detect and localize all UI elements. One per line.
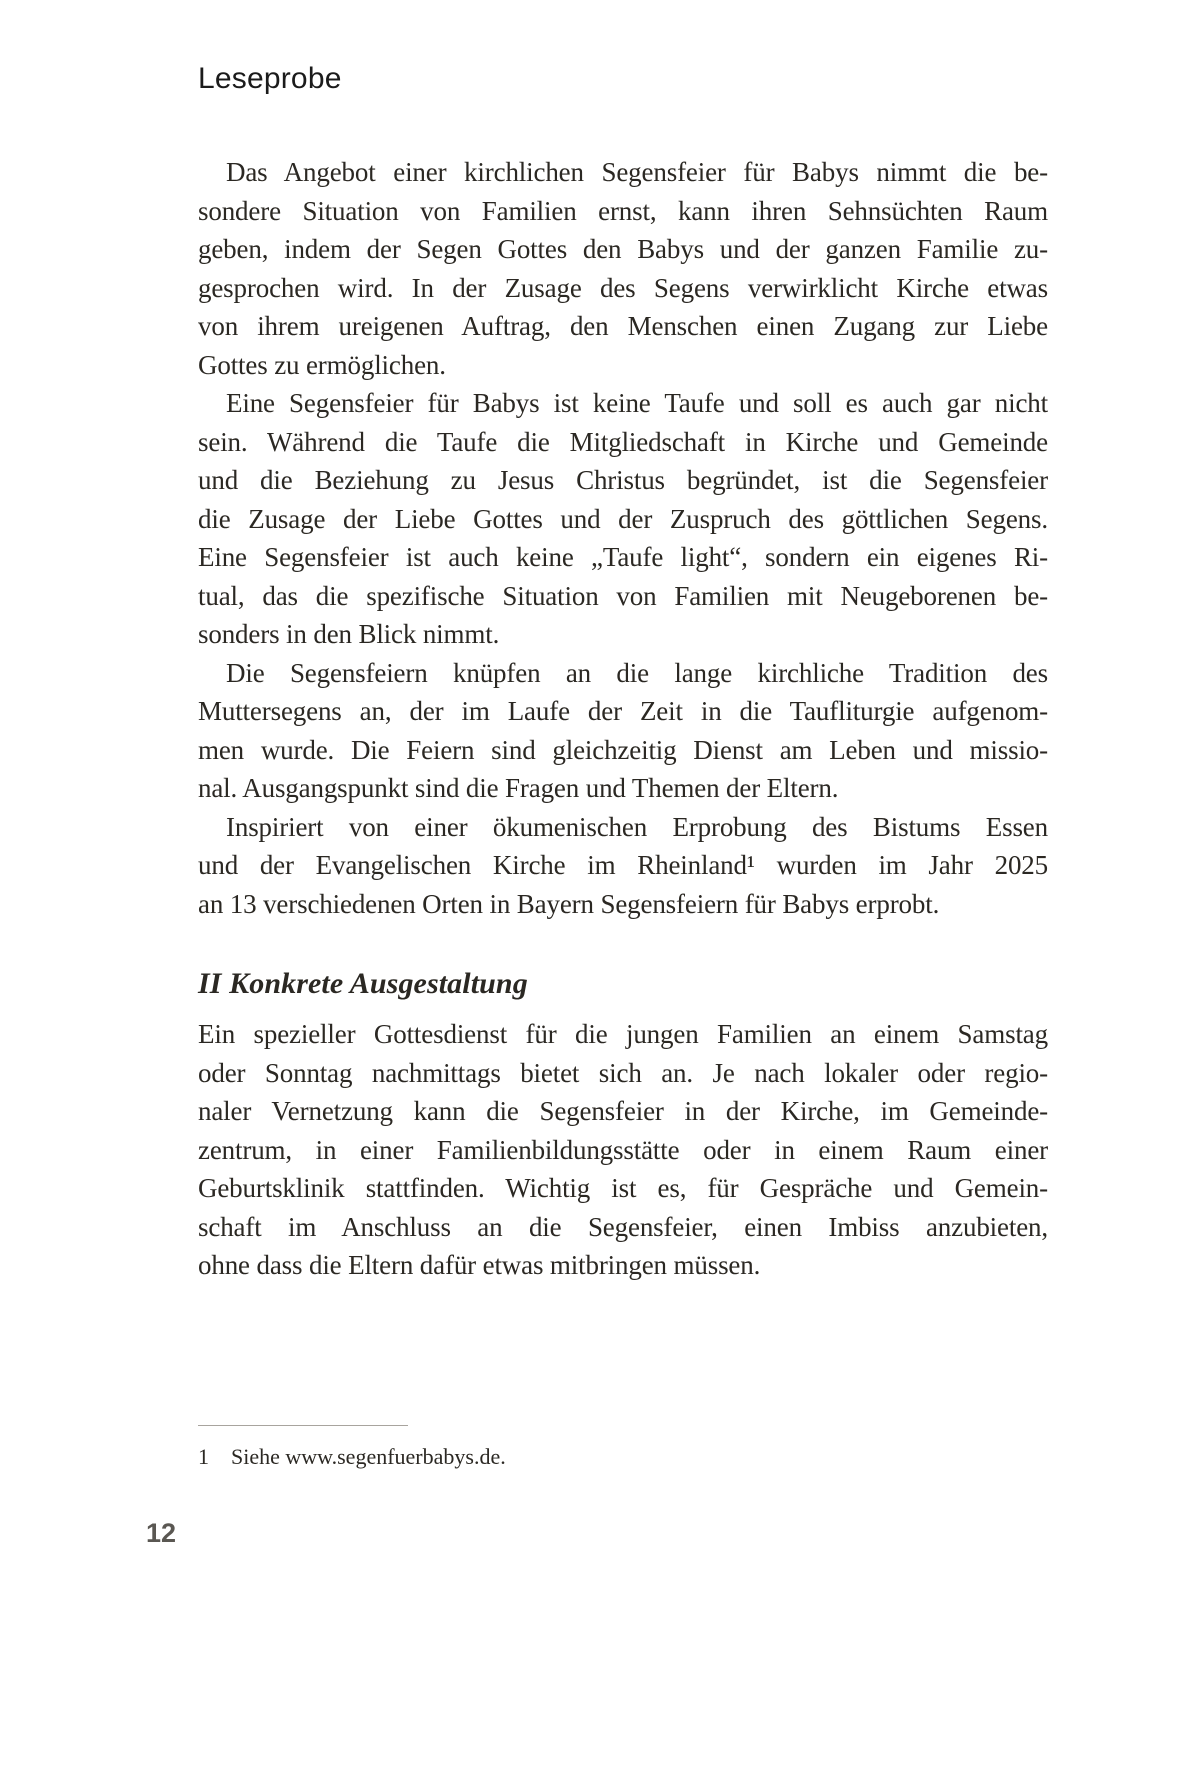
text-line: und die Beziehung zu Jesus Christus begründet, ist die Segensfeier	[198, 465, 1048, 495]
text-line: Inspiriert von einer ökumenischen Erprobung des Bistums Essen	[226, 811, 1048, 842]
page-number: 12	[146, 1518, 177, 1548]
paragraph	[198, 384, 1048, 654]
paragraph	[198, 153, 1048, 384]
text-line: Ein spezieller Gottesdienst für die jungen Familien an einem Samstag	[198, 1019, 1048, 1049]
text-line: naler Vernetzung kann die Segensfeier in der Kirche, im Gemeinde-	[198, 1096, 1048, 1126]
text-line: Eine Segensfeier ist auch keine „Taufe light“, sondern ein eigenes Ri-	[198, 542, 1048, 572]
text-line: sondere Situation von Familien ernst, kann ihren Sehnsüchten Raum	[198, 195, 1048, 226]
footnote-text: Siehe www.segenfuerbabys.de.	[231, 1444, 506, 1469]
text-line: geben, indem der Segen Gottes den Babys und der ganzen Familie zu-	[198, 234, 1048, 264]
text-line: die Zusage der Liebe Gottes und der Zuspruch des göttlichen Segens.	[198, 503, 1048, 534]
footnote-area	[198, 1425, 1048, 1473]
text-line: von ihrem ureigenen Auftrag, den Menschen einen Zugang zur Liebe	[198, 311, 1048, 341]
paragraph	[198, 808, 1048, 924]
text-line: gesprochen wird. In der Zusage des Segens verwirklicht Kirche etwas	[198, 272, 1048, 303]
footnote-separator-rule	[198, 1425, 408, 1427]
text-line: zentrum, in einer Familienbildungsstätte oder in einem Raum einer	[198, 1134, 1048, 1165]
text-line: sonders in den Blick nimmt.	[198, 619, 500, 649]
text-line: und der Evangelischen Kirche im Rheinland¹ wurden im Jahr 2025	[198, 850, 1048, 880]
text-line: ohne dass die Eltern dafür etwas mitbringen müssen.	[198, 1250, 761, 1280]
paragraph	[198, 1015, 1048, 1285]
paragraph	[198, 654, 1048, 808]
page-header-label: Leseprobe	[198, 62, 342, 95]
footnote	[198, 1442, 1048, 1472]
section-heading: II Konkrete Ausgestaltung	[198, 967, 528, 1000]
text-line: Eine Segensfeier für Babys ist keine Taufe und soll es auch gar nicht	[226, 388, 1048, 418]
text-line: oder Sonntag nachmittags bietet sich an. Je nach lokaler oder regio-	[198, 1057, 1048, 1088]
footnote-number: 1	[198, 1444, 209, 1469]
page-content	[198, 0, 1048, 1472]
text-line: men wurde. Die Feiern sind gleichzeitig Dienst am Leben und missio-	[198, 734, 1048, 765]
text-line: Geburtsklinik stattfinden. Wichtig ist es, für Gespräche und Gemein-	[198, 1173, 1048, 1203]
document-body	[198, 153, 1048, 1285]
text-line: Die Segensfeiern knüpfen an die lange kirchliche Tradition des	[226, 657, 1048, 688]
text-line: an 13 verschiedenen Orten in Bayern Segensfeiern für Babys erprobt.	[198, 888, 940, 919]
text-line: Gottes zu ermöglichen.	[198, 349, 446, 380]
text-line: tual, das die spezifische Situation von Familien mit Neugeborenen be-	[198, 580, 1048, 611]
text-line: Das Angebot einer kirchlichen Segensfeier für Babys nimmt die be-	[226, 157, 1048, 187]
text-line: schaft im Anschluss an die Segensfeier, einen Imbiss anzubieten,	[198, 1211, 1048, 1242]
text-line: Muttersegens an, der im Laufe der Zeit in die Taufliturgie aufgenom-	[198, 696, 1048, 726]
text-line: sein. Während die Taufe die Mitgliedschaft in Kirche und Gemeinde	[198, 426, 1048, 457]
text-line: nal. Ausgangspunkt sind die Fragen und Themen der Eltern.	[198, 773, 839, 803]
